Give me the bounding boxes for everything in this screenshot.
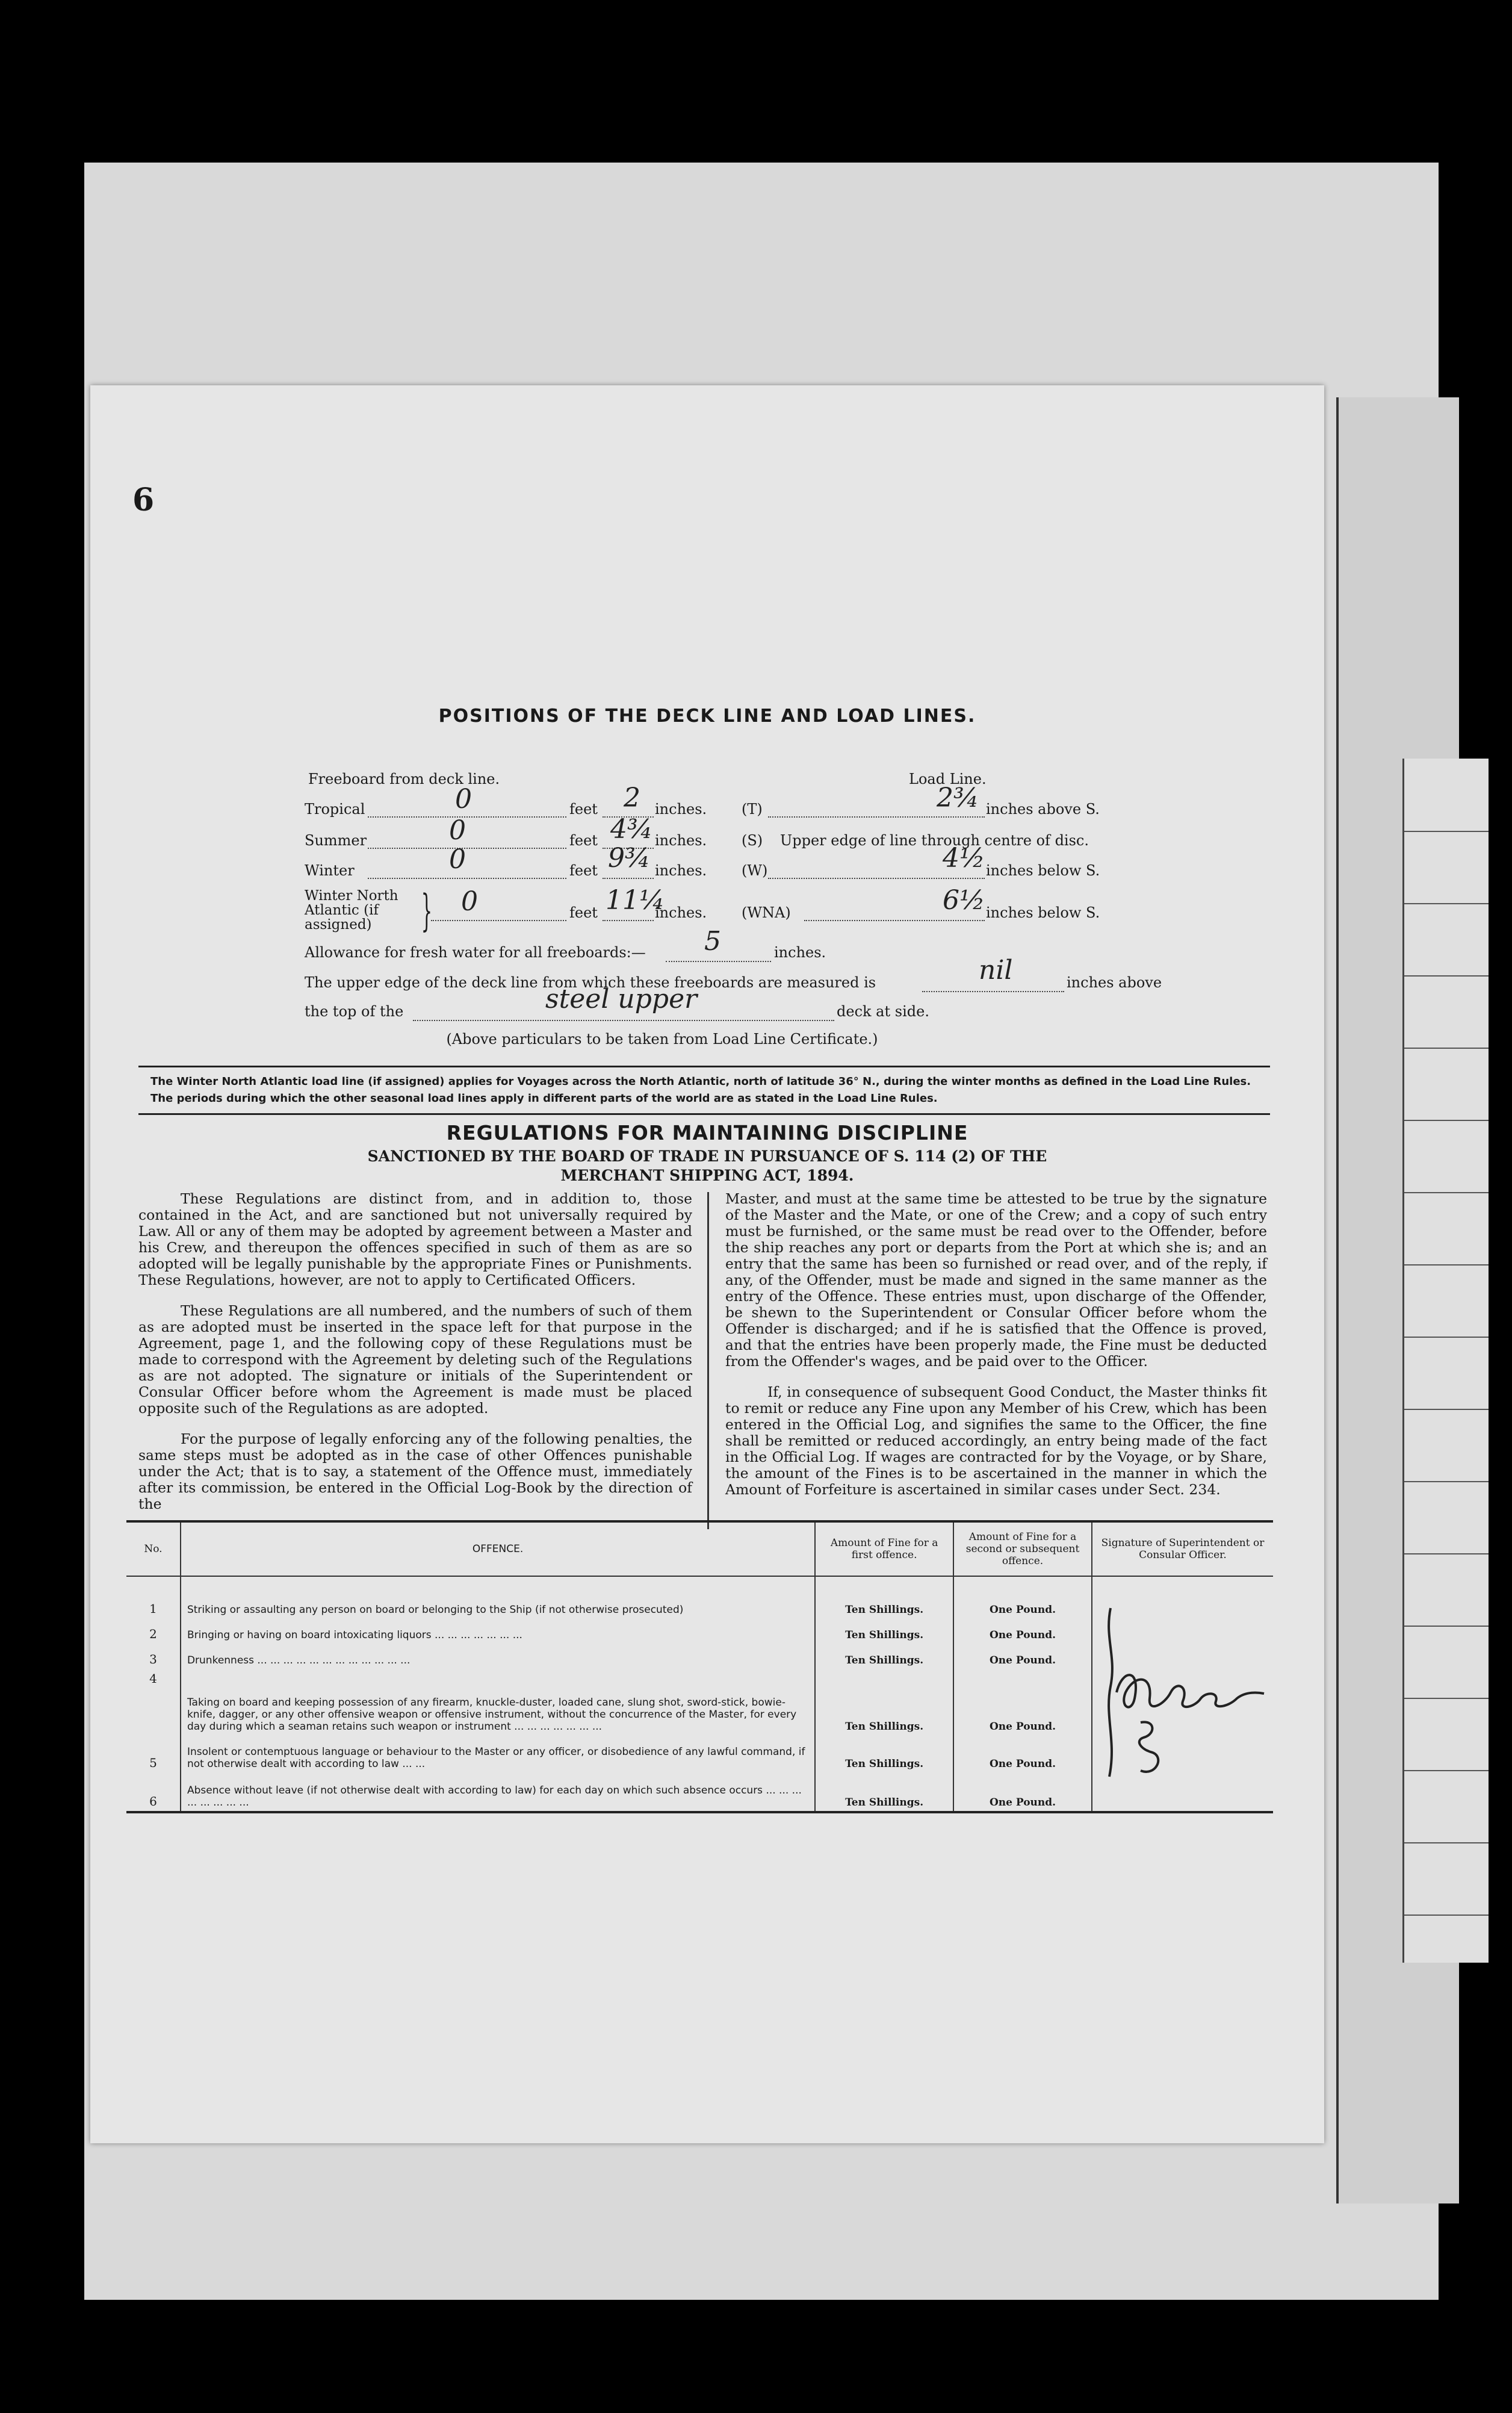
table-header-row [126,1523,1273,1576]
winter-north-atlantic-note: The Winter North Atlantic load line (if assigned) applies for Voyages across the North Atlantic, north of latitude 36° N., during the winter months as defined in the Load Line Rules. The periods during which the other seasonal load lines apply in different parts of the world are as stated in the Load Line Rules. [138,1066,1270,1115]
tropical-load-value: 2¾ [937,783,979,813]
deck-line-upper-edge: The upper edge of the deck line from which these freeboards are measured is nil inches above [305,955,1162,991]
document-page [90,385,1324,2143]
load-row-winter: Winter 0 feet 9¾ inches. (W) 4½ inches below S. [305,843,1100,879]
wna-load-value: 6½ [943,885,985,916]
fresh-water-allowance: Allowance for fresh water for all freeboards:— 5 inches. [305,926,826,961]
wna-inches-value: 11¼ [606,885,665,916]
regulations-para-1: These Regulations are distinct from, and in addition to, those contained in the Act, and are sanctioned but not universally required by Law. All or any of them may be adopted by agreement between a Master and his Crew, and thereupon the offences specified in such of them as are so adopted will be legally punishable by the appropriate Fines or Punishments. These Regulations, however, are not to apply to Certificated Officers. [138,1190,692,1288]
page-number: 6 [132,482,155,518]
table-row: 2 Bringing or having on board intoxicating liquors ... ... ... ... ... ... ... Ten Shillings. One Pound. [126,1618,1273,1644]
regulations-para-3: For the purpose of legally enforcing any of the following penalties, the same steps must be adopted as in the case of other Offences punishable under the Act; that is to say, a statement of the Offence must, immediately after its commission, be entered in the Official Log-Book by the direction of the [138,1430,692,1512]
allowance-value: 5 [704,926,721,957]
summer-inches-value: 4¾ [610,814,653,845]
signature-cell [1092,1576,1273,1811]
winter-load-value: 4½ [943,843,985,874]
freeboard-header: Freeboard from deck line. [308,771,500,787]
superintendent-signature [1098,1602,1267,1783]
load-lines-title: POSITIONS OF THE DECK LINE AND LOAD LINES. [438,706,976,727]
regulations-para-4: Master, and must at the same time be attested to be true by the signature of the Master and the Mate, or one of the Crew; and a copy of such entry must be furnished, or the same must be read over to the Offender, before the ship reaches any port or departs from the Port at which she is; and an entry that the same has been so furnished or read over, and of the reply, if any, of the Offender, must be made and signed in the same manner as the entry of the Offence. These entries must, upon discharge of the Offender, be shewn to the Superintendent or Consular Officer before whom the Offender is discharged; and if he is satisfied that the Offence is proved, and that the entries have been properly made, the Fine must be deducted from the Offender's wages, and be paid over to the Officer. [725,1190,1267,1370]
load-row-wna: Winter North Atlantic (if assigned) } 0 feet 11¼ inches. (WNA) 6½ inches below S. [305,885,1100,936]
regulations-left-column [138,1191,692,1527]
deck-top-line: the top of the steel upper deck at side. [305,984,929,1020]
table-row: 4 Taking on board and keeping possession of any firearm, knuckle-duster, loaded cane, slung shot, sword-stick, bowie-knife, dagger, or any other offensive weapon or offensive instrument, without the concurrence of the Master, for every day during which a seaman retains such weapon or instrument ... ... ... ... ... ... ... Ten Shillings. One Pound. [126,1669,1273,1735]
deck-type-value: steel upper [545,984,698,1014]
table-row: 3 Drunkenness ... ... ... ... ... ... ... ... ... ... ... ... Ten Shillings. One Pound. [126,1644,1273,1669]
table-row: 5 Insolent or contemptuous language or behaviour to the Master or any officer, or disobedience of any lawful command, if not otherwise dealt with according to law ... ... Ten Shillings. One Pound. [126,1735,1273,1772]
regulations-para-5: If, in consequence of subsequent Good Conduct, the Master thinks fit to remit or reduce any Fine upon any Member of his Crew, which has been entered in the Official Log, and signifies the same to the Officer, the fine shall be remitted or reduced accordingly, an entry being made of the fact in the Official Log. If wages are contracted for by the Voyage, or by Share, the amount of the Fines is to be ascertained in the manner in which the Amount of Forfeiture is ascertained in similar cases under Sect. 234. [725,1384,1267,1498]
load-line-note: (Above particulars to be taken from Load Line Certificate.) [446,1031,878,1048]
winter-inches-value: 9¾ [608,843,651,874]
load-line-header: Load Line. [909,771,987,787]
load-row-tropical: Tropical 0 feet 2 inches. (T) 2¾ inches above S. [305,783,1100,818]
header-offence: OFFENCE. [181,1523,815,1576]
regulations-para-2: These Regulations are all numbered, and the numbers of such of them as are adopted must be inserted in the space left for that purpose in the Agreement, page 1, and the following copy of these Regulations must be made to correspond with the Agreement by deleting such of the Regulations as are not adopted. The signature or initials of the Superintendent or Consular Officer before whom the Agreement is made must be placed opposite such of the Regulations as are adopted. [138,1302,692,1417]
load-row-summer: Summer 0 feet 4¾ inches. (S) Upper edge of line through centre of disc. [305,814,1089,849]
header-second-fine: Amount of Fine for a second or subsequent offence. [953,1523,1092,1576]
header-no: No. [126,1523,181,1576]
winter-feet-value: 0 [449,844,466,875]
table-row: 1 Striking or assaulting any person on board or belonging to the Ship (if not otherwise prosecuted) Ten Shillings. One Pound. [126,1576,1273,1618]
tropical-feet-value: 0 [455,784,472,815]
tropical-inches-value: 2 [624,783,640,813]
regulations-right-column [725,1191,1267,1512]
offences-table [126,1520,1273,1813]
table-row: 6 Absence without leave (if not otherwise dealt with according to law) for each day on which such absence occurs ... ... ... ... ... ... ... ... Ten Shillings. One Pound. [126,1772,1273,1811]
upper-edge-value: nil [979,955,1013,986]
regulations-subtitle-2: MERCHANT SHIPPING ACT, 1894. [560,1167,854,1184]
header-signature: Signature of Superintendent or Consular Officer. [1092,1523,1273,1576]
adjacent-page-grid [1402,759,1489,1963]
regulations-subtitle-1: SANCTIONED BY THE BOARD OF TRADE IN PURSUANCE OF S. 114 (2) OF THE [367,1147,1047,1165]
regulations-title: REGULATIONS FOR MAINTAINING DISCIPLINE [446,1121,968,1144]
summer-feet-value: 0 [449,815,466,846]
header-first-fine: Amount of Fine for a first offence. [815,1523,953,1576]
column-divider [707,1192,709,1529]
wna-feet-value: 0 [461,886,478,917]
